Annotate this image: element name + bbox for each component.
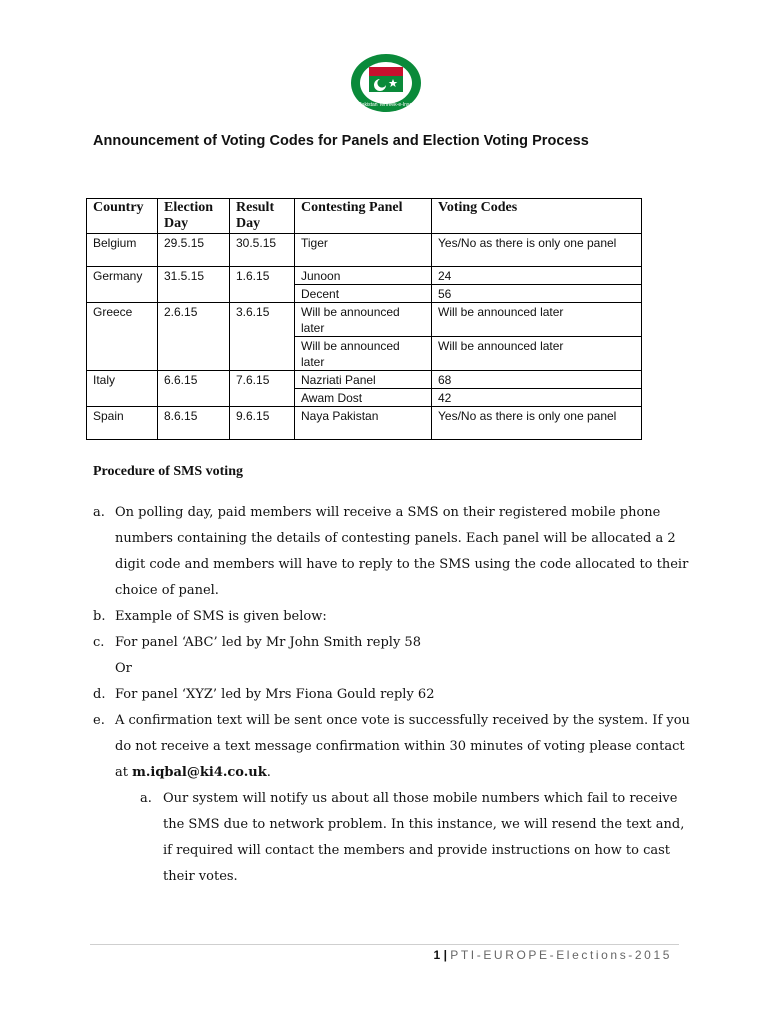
list-marker: e. xyxy=(93,713,105,728)
cell-code: 68 xyxy=(432,371,642,389)
cell-result-day: 30.5.15 xyxy=(230,234,295,267)
cell-result-day: 3.6.15 xyxy=(230,303,295,371)
contact-email-link[interactable]: m.iqbal@ki4.co.uk xyxy=(132,765,267,780)
step-c-text: For panel ‘ABC’ led by Mr John Smith reply 58 xyxy=(115,635,421,650)
footer-text: PTI-EUROPE-Elections-2015 xyxy=(450,948,672,962)
cell-election-day: 6.6.15 xyxy=(158,371,230,407)
page-number: 1 xyxy=(433,948,441,962)
header-contesting-panel: Contesting Panel xyxy=(295,199,432,234)
cell-code: Yes/No as there is only one panel xyxy=(432,407,642,440)
step-a-text: On polling day, paid members will receive a SMS on their registered mobile phone numbers containing the details of contesting panels. Each panel will be allocated a 2 digit code and members will have to reply to the SMS using the code allocated to their choice of panel. xyxy=(115,505,689,598)
step-e-sub-text: Our system will notify us about all those mobile numbers which fail to receive the SMS due to network problem. In this instance, we will resend the text and, if required will contact the members and provide instructions on how to cast their votes. xyxy=(163,791,685,884)
cell-panel: Junoon xyxy=(295,267,432,285)
list-item xyxy=(93,500,693,604)
voting-codes-table xyxy=(86,198,642,440)
cell-result-day: 1.6.15 xyxy=(230,267,295,303)
cell-code: Will be announced later xyxy=(432,337,642,371)
cell-country: Spain xyxy=(87,407,158,440)
table-row xyxy=(87,371,642,389)
list-marker: a. xyxy=(93,505,105,520)
cell-code: 42 xyxy=(432,389,642,407)
procedure-list xyxy=(93,500,693,890)
list-marker: a. xyxy=(140,791,152,806)
cell-country: Germany xyxy=(87,267,158,303)
list-marker: d. xyxy=(93,687,106,702)
table-row xyxy=(87,267,642,285)
step-e-text: A confirmation text will be sent once vote is successfully received by the system. If you do not receive a text message confirmation within 30 minutes of voting please contact at xyxy=(115,713,690,780)
cell-panel: Awam Dost xyxy=(295,389,432,407)
header-result-day: Result Day xyxy=(230,199,295,234)
footer-divider xyxy=(90,944,679,945)
cell-result-day: 7.6.15 xyxy=(230,371,295,407)
header-country: Country xyxy=(87,199,158,234)
header-election-day: Election Day xyxy=(158,199,230,234)
cell-election-day: 8.6.15 xyxy=(158,407,230,440)
cell-election-day: 31.5.15 xyxy=(158,267,230,303)
procedure-heading: Procedure of SMS voting xyxy=(93,464,243,479)
step-e-end: . xyxy=(266,765,271,780)
cell-panel: Will be announced later xyxy=(295,337,432,371)
step-d-text: For panel ‘XYZ’ led by Mrs Fiona Gould reply 62 xyxy=(115,687,435,702)
list-item xyxy=(140,786,693,890)
header-voting-codes: Voting Codes xyxy=(432,199,642,234)
list-item xyxy=(93,682,693,708)
list-item xyxy=(93,604,693,630)
list-marker: b. xyxy=(93,609,106,624)
list-item xyxy=(93,630,693,656)
cell-panel: Tiger xyxy=(295,234,432,267)
table-row xyxy=(87,234,642,267)
pti-logo xyxy=(350,53,422,113)
or-text: Or xyxy=(115,661,132,676)
cell-election-day: 29.5.15 xyxy=(158,234,230,267)
cell-code: Yes/No as there is only one panel xyxy=(432,234,642,267)
cell-panel: Naya Pakistan xyxy=(295,407,432,440)
footer-separator: | xyxy=(443,948,447,962)
page-title: Announcement of Voting Codes for Panels and Election Voting Process xyxy=(93,133,589,149)
table-row xyxy=(87,407,642,440)
cell-code: Will be announced later xyxy=(432,303,642,337)
list-item xyxy=(93,708,693,890)
table-header-row xyxy=(87,199,642,234)
cell-country: Greece xyxy=(87,303,158,371)
list-marker: c. xyxy=(93,635,105,650)
cell-country: Belgium xyxy=(87,234,158,267)
cell-panel: Nazriati Panel xyxy=(295,371,432,389)
cell-panel: Decent xyxy=(295,285,432,303)
cell-code: 24 xyxy=(432,267,642,285)
table-row xyxy=(87,303,642,337)
cell-election-day: 2.6.15 xyxy=(158,303,230,371)
cell-result-day: 9.6.15 xyxy=(230,407,295,440)
cell-code: 56 xyxy=(432,285,642,303)
logo-text: Pakistan Tehreek-e-Insaf xyxy=(358,102,414,108)
step-b-text: Example of SMS is given below: xyxy=(115,609,327,624)
sub-list xyxy=(115,786,693,890)
page-footer xyxy=(434,948,672,962)
cell-country: Italy xyxy=(87,371,158,407)
cell-panel: Will be announced later xyxy=(295,303,432,337)
